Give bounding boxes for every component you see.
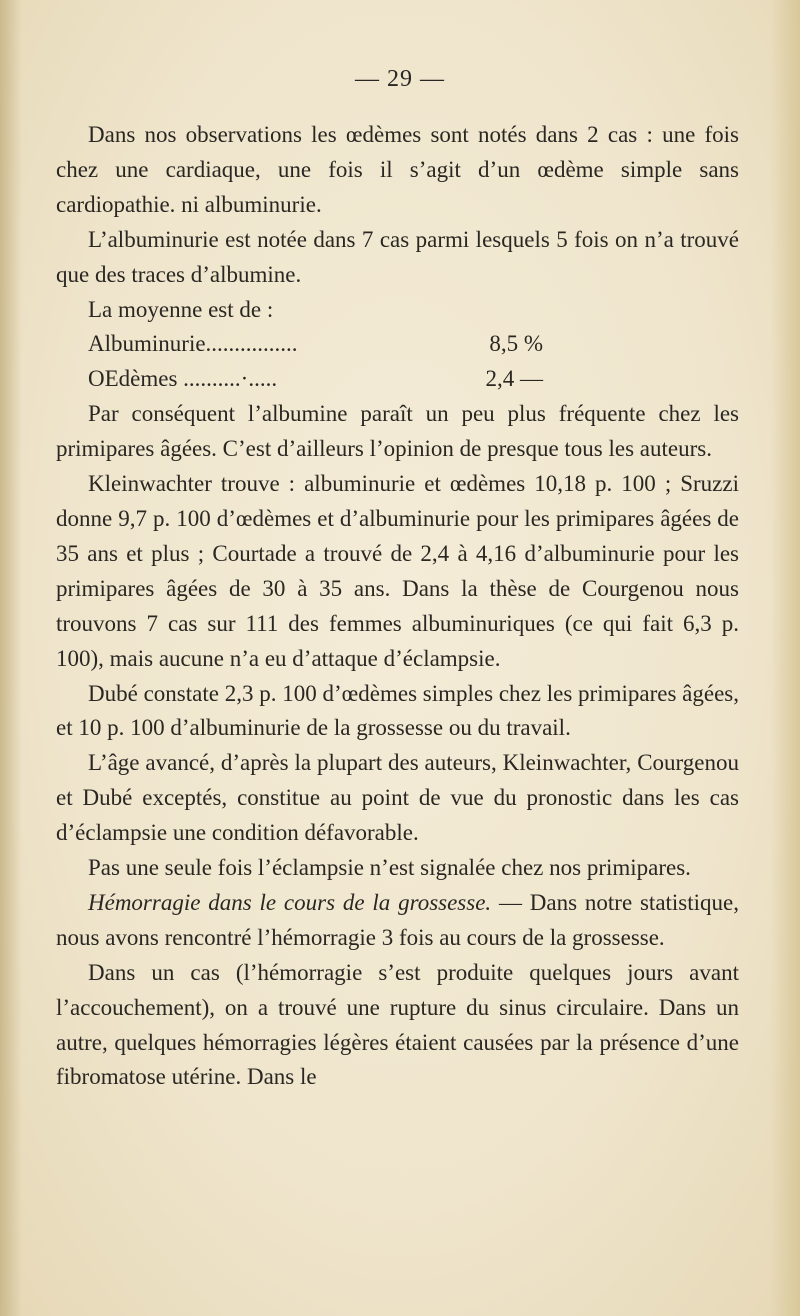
- average-label: OEdèmes ..........·.....: [88, 366, 278, 392]
- page-edge-left: [0, 0, 22, 1316]
- paragraph: L’albuminurie est notée dans 7 cas parmi lesquels 5 fois on n’a trouvé que des traces d’albumine.: [56, 226, 739, 287]
- section-paragraph: [56, 886, 739, 956]
- paragraph: Par conséquent l’albumine paraît un peu plus fréquente chez les primipares âgées. C’est d’ailleurs l’opinion de presque tous les auteurs.: [56, 401, 739, 462]
- average-value: 8,5 %: [489, 331, 543, 357]
- paragraph: Dans un cas (l’hémorragie s’est produite quelques jours avant l’accouchement), on a trouvé une rupture du sinus circulaire. Dans un autre, quelques hémorragies légères étaient causées par la présence d’une fibromatose utérine. Dans le: [56, 959, 739, 1090]
- paragraph: L’âge avancé, d’après la plupart des auteurs, Kleinwachter, Courgenou et Dubé exceptés, constitue au point de vue du pronostic dans les cas d’éclampsie une condition défavorable.: [56, 750, 739, 846]
- paragraph: Pas une seule fois l’éclampsie n’est signalée chez nos primipares.: [88, 855, 691, 881]
- average-value: 2,4 —: [485, 366, 543, 392]
- page-number: — 29 —: [355, 66, 445, 92]
- average-row-albuminurie: [88, 327, 543, 362]
- paragraph: Kleinwachter trouve : albuminurie et œdèmes 10,18 p. 100 ; Sruzzi donne 9,7 p. 100 d’œdèmes et d’albuminurie pour les primipares âgées de 35 ans et plus ; Courtade a trouvé de 2,4 à 4,16 d’albuminurie pour les primipares âgées de 30 à 35 ans. Dans la thèse de Courgenou nous trouvons 7 cas sur 111 des femmes albuminuriques (ce qui fait 6,3 p. 100), mais aucune n’a eu d’attaque d’éclampsie.: [56, 471, 739, 671]
- paragraph: Dans nos observations les œdèmes sont notés dans 2 cas : une fois chez une cardiaque, une fois il s’agit d’un œdème simple sans cardiopathie. ni albuminurie.: [56, 122, 739, 217]
- section-text: — Dans notre statistique, nous avons rencontré l’hémorragie 3 fois au cours de la grossesse.: [56, 889, 739, 950]
- page-edge-right: [770, 0, 800, 1316]
- paragraph: La moyenne est de :: [88, 296, 274, 322]
- average-row-oedemes: [88, 362, 543, 397]
- body-text: [56, 118, 739, 1095]
- average-label: Albuminurie................: [88, 331, 298, 357]
- section-heading: Hémorragie dans le cours de la grossesse.: [88, 889, 492, 915]
- paragraph: Dubé constate 2,3 p. 100 d’œdèmes simples chez les primipares âgées, et 10 p. 100 d’albuminurie de la grossesse ou du travail.: [56, 680, 739, 741]
